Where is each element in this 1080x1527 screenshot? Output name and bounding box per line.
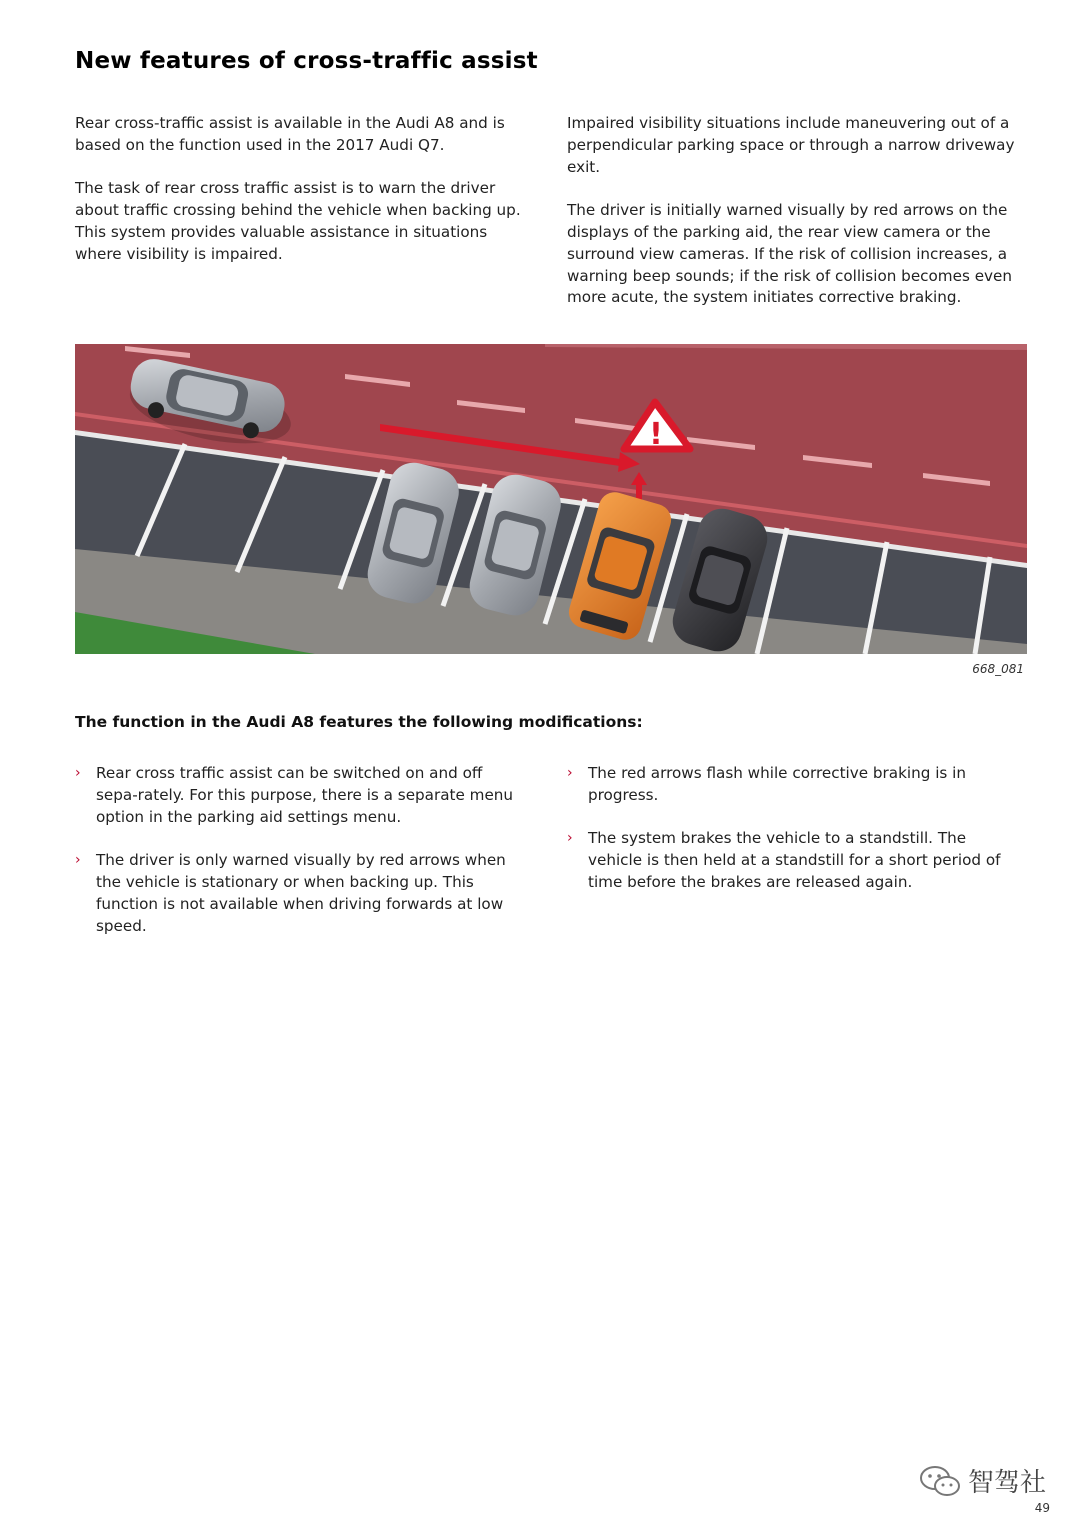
intro-paragraph: The driver is initially warned visually by red arrows on the displays of the parking aid, the rear view camera or the surround view cameras. If the risk of collision increases, a warning beep sounds; if the risk of collision becomes even more acute, the system initiates corrective braking. [567, 201, 1012, 307]
list-item [75, 763, 515, 828]
bullet-marker: › [75, 852, 81, 869]
intro-paragraph: Rear cross-traffic assist is available in the Audi A8 and is based on the function used in the 2017 Audi Q7. [75, 114, 505, 154]
figure-id: 668_081 [972, 662, 1024, 676]
bullet-text: The system brakes the vehicle to a standstill. The vehicle is then held at a standstill for a short period of time before the brakes are released again. [588, 829, 1001, 891]
bullet-marker: › [567, 765, 573, 781]
page-title: New features of cross-traffic assist [75, 48, 538, 74]
bullet-text: Rear cross traffic assist can be switched on and off sepa-rately. For this purpose, there is a separate menu option in the parking aid settings menu. [96, 764, 514, 826]
bullet-list-left [75, 763, 515, 959]
bullet-list-right [567, 763, 1007, 916]
bullet-text: The driver is only warned visually by red arrows when the vehicle is stationary or when backing up. This function is not available when driving forwards at low speed. [96, 851, 506, 935]
list-item [567, 763, 1007, 807]
warning-symbol: ! [649, 417, 663, 452]
intro-right-column [567, 113, 1022, 331]
bullet-marker: › [567, 830, 573, 847]
page-number: 49 [1034, 1501, 1050, 1515]
intro-left-column [75, 113, 530, 287]
watermark [918, 1462, 1046, 1499]
wechat-icon [918, 1463, 962, 1499]
intro-paragraph: Impaired visibility situations include maneuvering out of a perpendicular parking space or through a narrow driveway exit. [567, 114, 1015, 176]
cross-traffic-illustration [75, 344, 1027, 654]
list-item [75, 850, 515, 937]
intro-paragraph: The task of rear cross traffic assist is to warn the driver about traffic crossing behind the vehicle when backing up. This system provides valuable assistance in situations where visibility is impaired. [75, 179, 521, 263]
list-item [567, 828, 1007, 893]
watermark-text: 智驾社 [968, 1468, 1047, 1498]
section-subheading: The function in the Audi A8 features the following modifications: [75, 713, 643, 731]
bullet-marker: › [75, 765, 81, 781]
bullet-text: The red arrows flash while corrective braking is in progress. [588, 764, 967, 804]
